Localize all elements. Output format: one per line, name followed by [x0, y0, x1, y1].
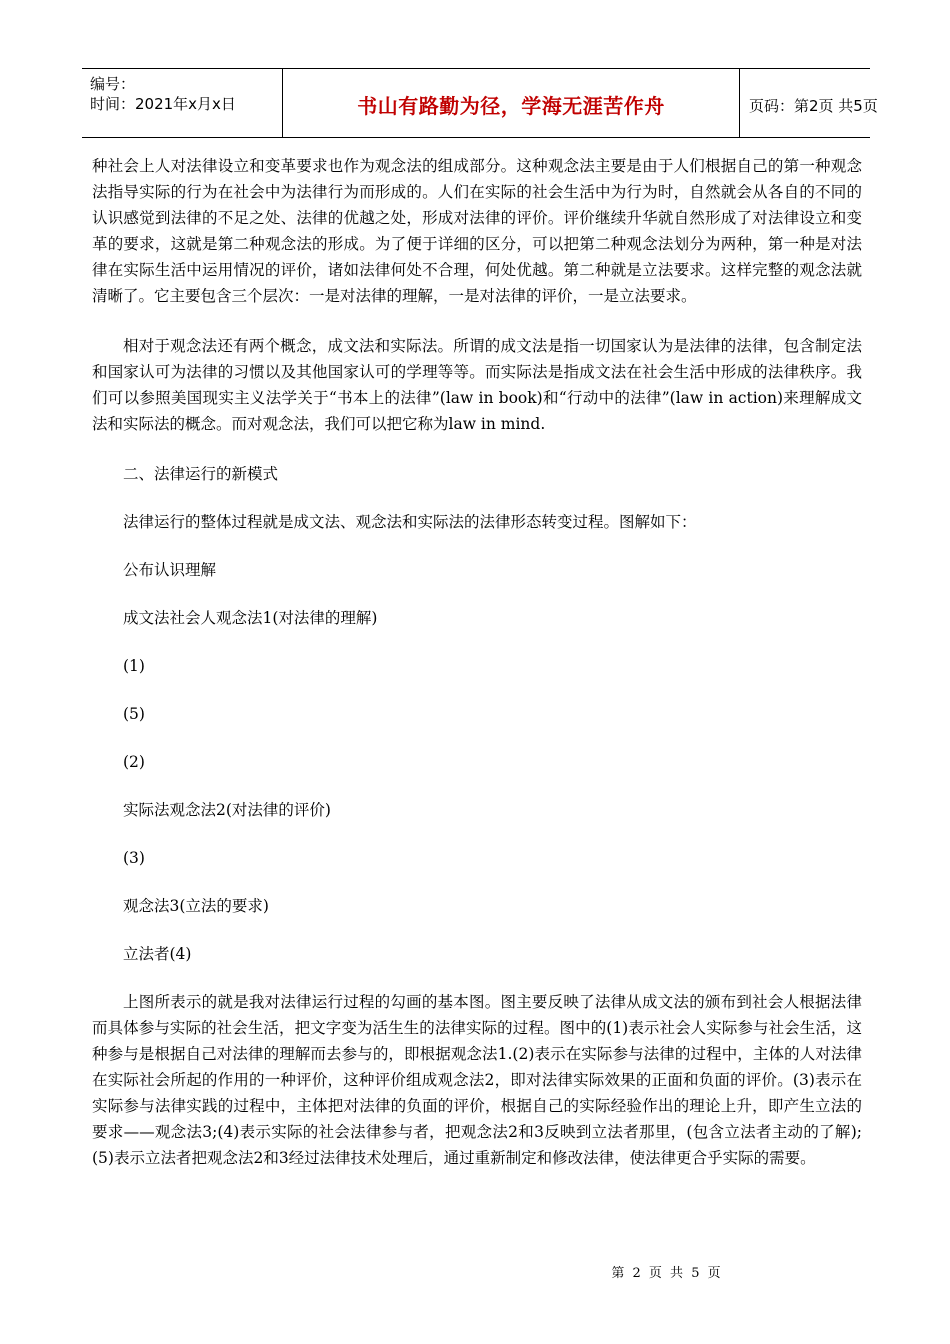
page-footer — [0, 1262, 950, 1281]
paragraph-diagram-explanation: 上图所表示的就是我对法律运行过程的勾画的基本图。图主要反映了法律从成文法的颁布到社会人根据法律而具体参与实际的社会生活，把文字变为活生生的法律实际的过程。图中的(1)表示社会人实际参与社会生活，这种参与是根据自己对法律的理解而去参与的，即根据观念法1.(2)表示在实际参与法律的过程中，主体的人对法律在实际社会所起的作用的一种评价，这种评价组成观念法2，即对法律实际效果的正面和负面的评价。(3)表示在实际参与法律实践的过程中，主体把对法律的负面的评价，根据自己的实际经验作出的理论上升，即产生立法的要求——观念法3;(4)表示实际的社会法律参与者，把观念法2和3反映到立法者那里，(包含立法者主动的了解);(5)表示立法者把观念法2和3经过法律技术处理后，通过重新制定和修改法律，使法律更合乎实际的需要。 — [92, 993, 862, 1167]
header-motto-cell — [282, 69, 740, 137]
paragraph-continuation: 种社会上人对法律设立和变革要求也作为观念法的组成部分。这种观念法主要是由于人们根据自己的第一种观念法指导实际的行为在社会中为法律行为而形成的。人们在实际的社会生活中为行为时，自然就会从各自的不同的认识感觉到法律的不足之处、法律的优越之处，形成对法律的评价。评价继续升华就自然形成了对法律设立和变革的要求，这就是第二种观念法的形成。为了便于详细的区分，可以把第二种观念法划分为两种，第一种是对法律在实际生活中运用情况的评价，诸如法律何处不合理，何处优越。第二种就是立法要求。这样完整的观念法就清晰了。它主要包含三个层次：一是对法律的理解，一是对法律的评价，一是立法要求。 — [92, 157, 862, 305]
diagram-line: (1) — [123, 657, 145, 675]
header-page-info: 页码：第2页 共5页 — [749, 97, 878, 115]
diagram-line: (3) — [123, 849, 145, 867]
diagram-line: 观念法3(立法的要求) — [123, 897, 269, 915]
diagram-line: 实际法观念法2(对法律的评价) — [123, 801, 331, 819]
diagram-line: 成文法社会人观念法1(对法律的理解) — [123, 609, 378, 627]
paragraph-intro-diagram: 法律运行的整体过程就是成文法、观念法和实际法的法律形态转变过程。图解如下： — [123, 513, 697, 531]
diagram-line: 公布认识理解 — [123, 561, 217, 579]
section-title: 二、法律运行的新模式 — [123, 465, 279, 483]
diagram-line: 立法者(4) — [123, 945, 192, 963]
header-meta-cell — [82, 69, 282, 137]
footer-page-number: 第 2 页 共 5 页 — [611, 1266, 723, 1281]
paragraph-concepts: 相对于观念法还有两个概念，成文法和实际法。所谓的成文法是指一切国家认为是法律的法律，包含制定法和国家认可为法律的习惯以及其他国家认可的学理等等。而实际法是指成文法在社会生活中形成的法律秩序。我们可以参照美国现实主义法学关于“书本上的法律”(law in book)和“行动中的法律”(law in action)来理解成文法和实际法的概念。而对观念法，我们可以把它称为law in mind. — [92, 337, 862, 433]
document-time-label: 时间：2021年x月x日 — [90, 95, 236, 113]
diagram-line: (2) — [123, 753, 145, 771]
header-page-cell — [739, 69, 878, 137]
document-body — [92, 153, 862, 1171]
diagram-line: (5) — [123, 705, 145, 723]
document-number-label: 编号： — [90, 75, 136, 93]
header-motto: 书山有路勤为径，学海无涯苦作舟 — [357, 94, 665, 118]
page-header — [82, 68, 878, 138]
